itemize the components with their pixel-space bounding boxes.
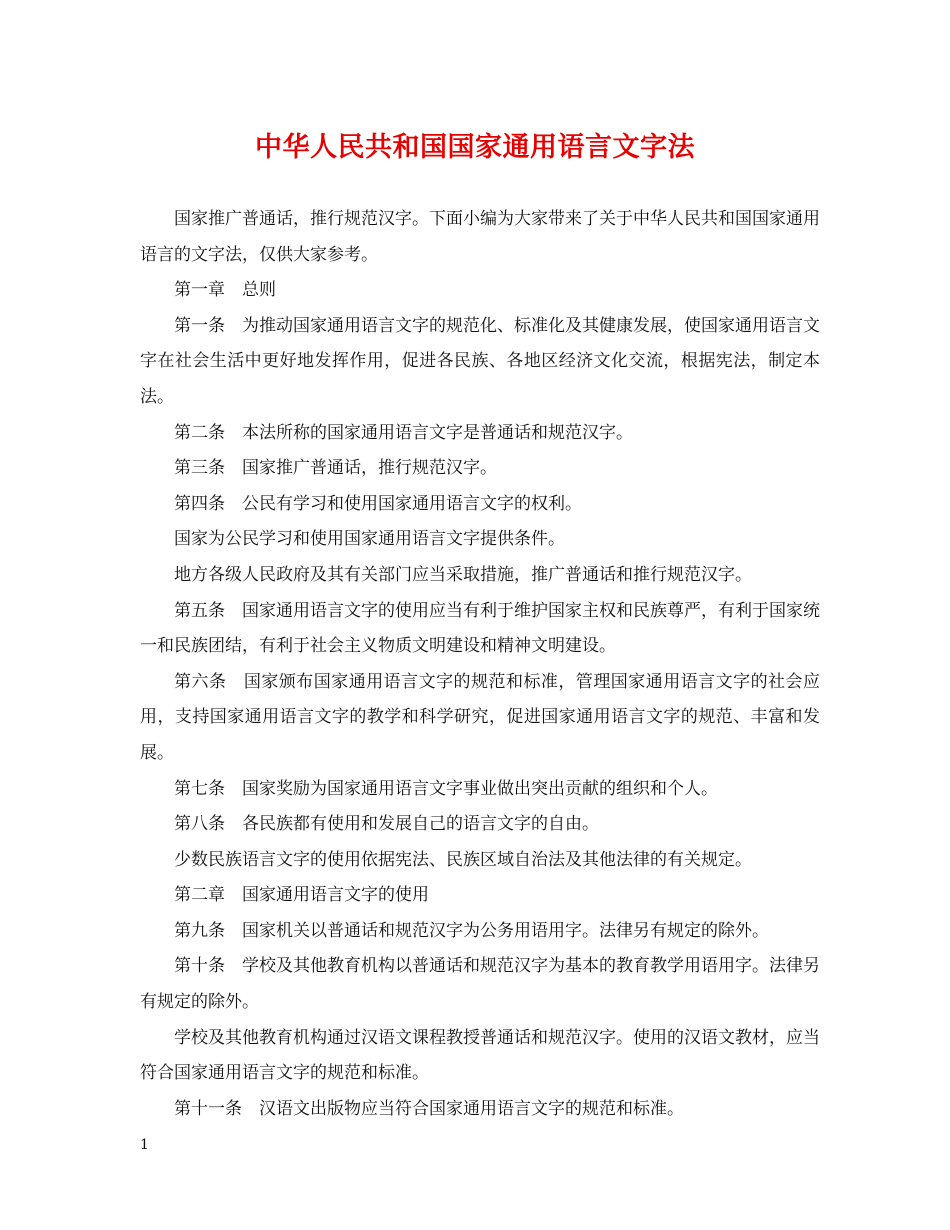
article-paragraph: 第三条 国家推广普通话，推行规范汉字。 xyxy=(174,458,497,479)
article-paragraph: 第十一条 汉语文出版物应当符合国家通用语言文字的规范和标准。 xyxy=(174,1098,684,1119)
article-paragraph: 第九条 国家机关以普通话和规范汉字为公务用语用字。法律另有规定的除外。 xyxy=(174,920,769,941)
body-paragraph: 学校及其他教育机构通过汉语文课程教授普通话和规范汉字。使用的汉语文教材，应当符合国家通用语言文字的规范和标准。 xyxy=(140,1027,820,1084)
chapter-heading: 第一章 总则 xyxy=(174,280,276,301)
body-paragraph: 地方各级人民政府及其有关部门应当采取措施，推广普通话和推行规范汉字。 xyxy=(174,564,752,585)
document-title: 中华人民共和国国家通用语言文字法 xyxy=(255,132,695,163)
page-number: 1 xyxy=(140,1137,149,1153)
article-paragraph: 第八条 各民族都有使用和发展自己的语言文字的自由。 xyxy=(174,814,599,835)
chapter-heading: 第二章 国家通用语言文字的使用 xyxy=(174,885,429,906)
article-paragraph: 第二条 本法所称的国家通用语言文字是普通话和规范汉字。 xyxy=(174,422,633,443)
article-paragraph: 第六条 国家颁布国家通用语言文字的规范和标准，管理国家通用语言文字的社会应用，支持国家通用语言文字的教学和科学研究，促进国家通用语言文字的规范、丰富和发展。 xyxy=(140,671,820,763)
article-paragraph: 第十条 学校及其他教育机构以普通话和规范汉字为基本的教育教学用语用字。法律另有规定的除外。 xyxy=(140,956,820,1013)
document-body xyxy=(140,202,820,1127)
intro-paragraph: 国家推广普通话，推行规范汉字。下面小编为大家带来了关于中华人民共和国国家通用语言的文字法，仅供大家参考。 xyxy=(140,209,820,265)
article-paragraph: 第七条 国家奖励为国家通用语言文字事业做出突出贡献的组织和个人。 xyxy=(174,778,718,799)
body-paragraph: 少数民族语言文字的使用依据宪法、民族区域自治法及其他法律的有关规定。 xyxy=(174,849,752,870)
article-paragraph: 第五条 国家通用语言文字的使用应当有利于维护国家主权和民族尊严，有利于国家统一和民族团结，有利于社会主义物质文明建设和精神文明建设。 xyxy=(140,600,820,657)
article-paragraph: 第四条 公民有学习和使用国家通用语言文字的权利。 xyxy=(174,493,582,514)
article-paragraph: 第一条 为推动国家通用语言文字的规范化、标准化及其健康发展，使国家通用语言文字在社会生活中更好地发挥作用，促进各民族、各地区经济文化交流，根据宪法，制定本法。 xyxy=(140,315,820,407)
body-paragraph: 国家为公民学习和使用国家通用语言文字提供条件。 xyxy=(174,529,565,550)
